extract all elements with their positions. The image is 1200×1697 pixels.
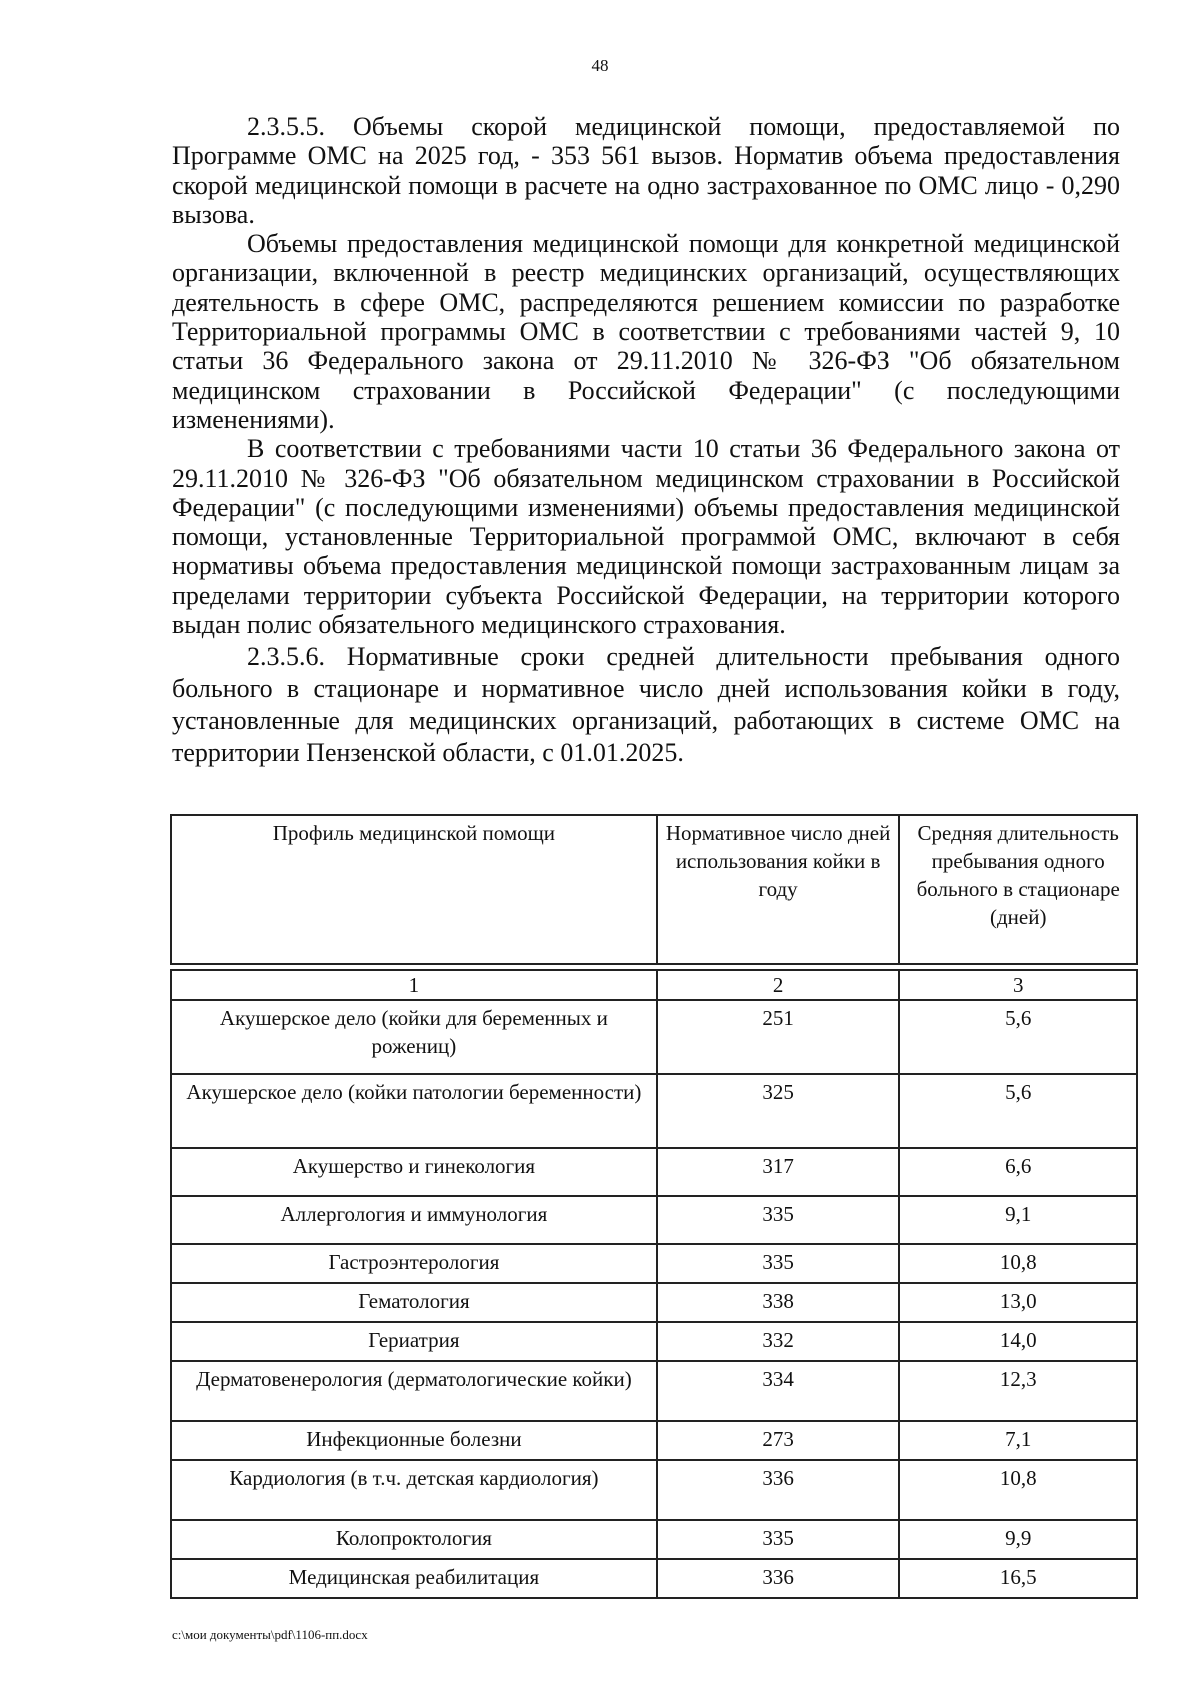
table-row [171,1322,1137,1361]
cell-days: 332 [657,1322,900,1361]
header-avg-stay: Средняя длительность пребывания одного больного в стационаре (дней) [899,815,1137,964]
table-header-row [171,815,1137,964]
cell-profile: Медицинская реабилитация [171,1559,657,1598]
table-row [171,1520,1137,1559]
cell-avg: 14,0 [899,1322,1137,1361]
cell-avg: 12,3 [899,1361,1137,1421]
cell-avg: 16,5 [899,1559,1137,1598]
table-row [171,1283,1137,1322]
cell-profile: Аллергология и иммунология [171,1196,657,1244]
cell-profile: Акушерское дело (койки патологии беременности) [171,1074,657,1148]
table-row [171,1244,1137,1283]
cell-days: 338 [657,1283,900,1322]
table-row [171,1460,1137,1520]
cell-avg: 13,0 [899,1283,1137,1322]
page-number: 48 [591,56,609,75]
table-row [171,1361,1137,1421]
cell-days: 334 [657,1361,900,1421]
cell-avg: 5,6 [899,1000,1137,1074]
column-number: 2 [657,970,900,1000]
cell-profile: Гематология [171,1283,657,1322]
column-number-row [171,970,1137,1000]
cell-avg: 6,6 [899,1148,1137,1196]
column-number: 3 [899,970,1137,1000]
cell-profile: Акушерство и гинекология [171,1148,657,1196]
cell-avg: 9,9 [899,1520,1137,1559]
table-row [171,1196,1137,1244]
cell-avg: 5,6 [899,1074,1137,1148]
cell-profile: Акушерское дело (койки для беременных и рожениц) [171,1000,657,1074]
cell-days: 336 [657,1559,900,1598]
cell-profile: Кардиология (в т.ч. детская кардиология) [171,1460,657,1520]
cell-avg: 7,1 [899,1421,1137,1460]
cell-days: 335 [657,1244,900,1283]
cell-days: 325 [657,1074,900,1148]
header-bed-days: Нормативное число дней использования койки в году [657,815,900,964]
cell-avg: 10,8 [899,1460,1137,1520]
cell-avg: 9,1 [899,1196,1137,1244]
header-profile: Профиль медицинской помощи [171,815,657,964]
cell-days: 251 [657,1000,900,1074]
cell-profile: Гастроэнтерология [171,1244,657,1283]
cell-profile: Дерматовенерология (дерматологические койки) [171,1361,657,1421]
table-row [171,1148,1137,1196]
table-row [171,1421,1137,1460]
paragraph-2-3-5-6: 2.3.5.6. Нормативные сроки средней длительности пребывания одного больного в стационаре и нормативное число дней использования койки в году, установленные для медицинских организаций, работающих в системе ОМС на территории Пензенской области, с 01.01.2025. [172,642,1120,768]
document-body [172,112,1120,769]
footer-file-path: c:\мои документы\pdf\1106-пп.docx [172,1627,368,1642]
cell-avg: 10,8 [899,1244,1137,1283]
paragraph-2-3-5-5: 2.3.5.5. Объемы скорой медицинской помощи, предоставляемой по Программе ОМС на 2025 год, - 353 561 вызов. Норматив объема предоставления скорой медицинской помощи в расчете на одно застрахованное по ОМС лицо - 0,290 вызова. [172,112,1120,229]
cell-days: 273 [657,1421,900,1460]
cell-days: 336 [657,1460,900,1520]
cell-days: 335 [657,1196,900,1244]
table-row [171,1559,1137,1598]
table-row [171,1074,1137,1148]
cell-profile: Гериатрия [171,1322,657,1361]
paragraph-outside-territory: В соответствии с требованиями части 10 статьи 36 Федерального закона от 29.11.2010 № 326-ФЗ "Об обязательном медицинском страховании в Российской Федерации" (с последующими изменениями) объемы предоставления медицинской помощи, установленные Территориальной программой ОМС, включают в себя нормативы объема предоставления медицинской помощи застрахованным лицам за пределами территории субъекта Российской Федерации, на территории которого выдан полис обязательного медицинского страхования. [172,434,1120,640]
cell-profile: Инфекционные болезни [171,1421,657,1460]
paragraph-volumes-distribution: Объемы предоставления медицинской помощи для конкретной медицинской организации, включенной в реестр медицинских организаций, осуществляющих деятельность в сфере ОМС, распределяются решением комиссии по разработке Территориальной программы ОМС в соответствии с требованиями частей 9, 10 статьи 36 Федерального закона от 29.11.2010 № 326-ФЗ "Об обязательном медицинском страховании в Российской Федерации" (с последующими изменениями). [172,229,1120,434]
column-number: 1 [171,970,657,1000]
cell-profile: Колопроктология [171,1520,657,1559]
bed-norms-table [170,814,1138,1599]
table-row [171,1000,1137,1074]
cell-days: 317 [657,1148,900,1196]
cell-days: 335 [657,1520,900,1559]
